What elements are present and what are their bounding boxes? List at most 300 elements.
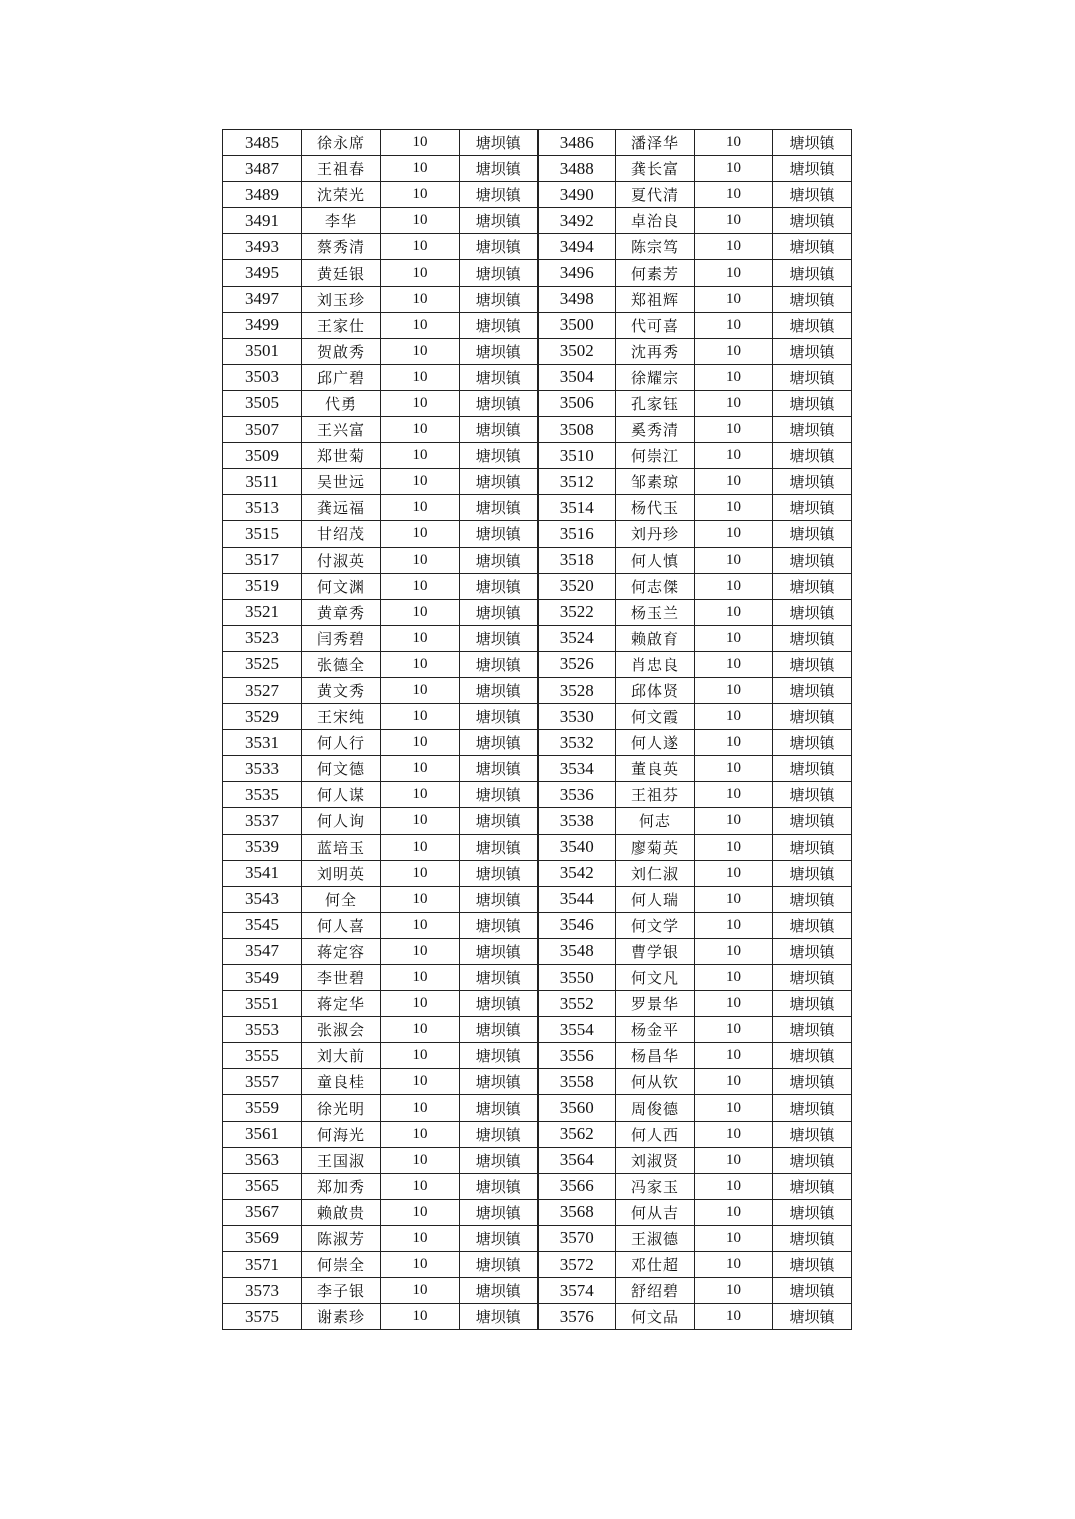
right-amount-cell: 10 (695, 1147, 773, 1173)
right-amount-cell: 10 (695, 782, 773, 808)
right-amount-cell: 10 (695, 912, 773, 938)
right-record-id-cell: 3542 (538, 860, 616, 886)
right-town-name-cell: 塘坝镇 (773, 938, 852, 964)
right-person-name-cell: 何人慎 (616, 547, 695, 573)
left-record-id-cell: 3489 (223, 182, 302, 208)
table-row (223, 1095, 852, 1121)
right-amount-cell: 10 (695, 599, 773, 625)
right-record-id-cell: 3556 (538, 1043, 616, 1069)
right-record-id-cell: 3516 (538, 521, 616, 547)
right-amount-cell: 10 (695, 756, 773, 782)
right-record-id-cell: 3530 (538, 704, 616, 730)
left-person-name-cell: 王祖春 (302, 156, 381, 182)
right-person-name-cell: 杨玉兰 (616, 599, 695, 625)
right-amount-cell: 10 (695, 860, 773, 886)
left-person-name-cell: 沈荣光 (302, 182, 381, 208)
left-person-name-cell: 何文渊 (302, 573, 381, 599)
right-record-id-cell: 3568 (538, 1199, 616, 1225)
left-record-id-cell: 3499 (223, 312, 302, 338)
right-record-id-cell: 3494 (538, 234, 616, 260)
left-record-id-cell: 3515 (223, 521, 302, 547)
right-amount-cell: 10 (695, 286, 773, 312)
right-amount-cell: 10 (695, 1304, 773, 1330)
right-town-name-cell: 塘坝镇 (773, 625, 852, 651)
roster-body (223, 130, 852, 1330)
left-amount-cell: 10 (381, 312, 460, 338)
right-person-name-cell: 赖啟育 (616, 625, 695, 651)
right-town-name-cell: 塘坝镇 (773, 677, 852, 703)
right-town-name-cell: 塘坝镇 (773, 312, 852, 338)
right-town-name-cell: 塘坝镇 (773, 286, 852, 312)
left-person-name-cell: 付淑英 (302, 547, 381, 573)
left-town-name-cell: 塘坝镇 (460, 625, 538, 651)
left-town-name-cell: 塘坝镇 (460, 1278, 538, 1304)
left-person-name-cell: 徐光明 (302, 1095, 381, 1121)
right-record-id-cell: 3510 (538, 443, 616, 469)
right-record-id-cell: 3496 (538, 260, 616, 286)
left-town-name-cell: 塘坝镇 (460, 156, 538, 182)
left-town-name-cell: 塘坝镇 (460, 364, 538, 390)
right-person-name-cell: 肖忠良 (616, 651, 695, 677)
left-town-name-cell: 塘坝镇 (460, 599, 538, 625)
left-town-name-cell: 塘坝镇 (460, 1252, 538, 1278)
right-town-name-cell: 塘坝镇 (773, 756, 852, 782)
left-amount-cell: 10 (381, 469, 460, 495)
left-town-name-cell: 塘坝镇 (460, 782, 538, 808)
right-amount-cell: 10 (695, 208, 773, 234)
left-person-name-cell: 刘玉珍 (302, 286, 381, 312)
left-record-id-cell: 3545 (223, 912, 302, 938)
right-record-id-cell: 3536 (538, 782, 616, 808)
table-row (223, 1252, 852, 1278)
right-person-name-cell: 何文学 (616, 912, 695, 938)
left-amount-cell: 10 (381, 521, 460, 547)
left-record-id-cell: 3549 (223, 965, 302, 991)
left-town-name-cell: 塘坝镇 (460, 312, 538, 338)
right-amount-cell: 10 (695, 234, 773, 260)
table-row (223, 260, 852, 286)
left-amount-cell: 10 (381, 338, 460, 364)
left-town-name-cell: 塘坝镇 (460, 1069, 538, 1095)
right-amount-cell: 10 (695, 443, 773, 469)
right-person-name-cell: 奚秀清 (616, 417, 695, 443)
right-amount-cell: 10 (695, 1225, 773, 1251)
left-record-id-cell: 3503 (223, 364, 302, 390)
right-person-name-cell: 何志傑 (616, 573, 695, 599)
left-record-id-cell: 3567 (223, 1199, 302, 1225)
left-town-name-cell: 塘坝镇 (460, 208, 538, 234)
right-town-name-cell: 塘坝镇 (773, 208, 852, 234)
left-person-name-cell: 王国淑 (302, 1147, 381, 1173)
right-record-id-cell: 3558 (538, 1069, 616, 1095)
left-town-name-cell: 塘坝镇 (460, 730, 538, 756)
right-person-name-cell: 沈再秀 (616, 338, 695, 364)
right-town-name-cell: 塘坝镇 (773, 390, 852, 416)
table-row (223, 182, 852, 208)
right-person-name-cell: 何文霞 (616, 704, 695, 730)
left-town-name-cell: 塘坝镇 (460, 834, 538, 860)
left-record-id-cell: 3501 (223, 338, 302, 364)
right-record-id-cell: 3522 (538, 599, 616, 625)
left-person-name-cell: 刘大前 (302, 1043, 381, 1069)
right-person-name-cell: 刘淑贤 (616, 1147, 695, 1173)
right-record-id-cell: 3492 (538, 208, 616, 234)
table-row (223, 1304, 852, 1330)
right-amount-cell: 10 (695, 573, 773, 599)
left-person-name-cell: 张德全 (302, 651, 381, 677)
right-record-id-cell: 3512 (538, 469, 616, 495)
table-row (223, 808, 852, 834)
left-amount-cell: 10 (381, 1017, 460, 1043)
right-person-name-cell: 廖菊英 (616, 834, 695, 860)
left-person-name-cell: 王兴富 (302, 417, 381, 443)
left-town-name-cell: 塘坝镇 (460, 547, 538, 573)
right-town-name-cell: 塘坝镇 (773, 1252, 852, 1278)
right-amount-cell: 10 (695, 965, 773, 991)
right-town-name-cell: 塘坝镇 (773, 1043, 852, 1069)
left-amount-cell: 10 (381, 912, 460, 938)
table-row (223, 443, 852, 469)
left-record-id-cell: 3487 (223, 156, 302, 182)
table-row (223, 730, 852, 756)
right-town-name-cell: 塘坝镇 (773, 808, 852, 834)
left-amount-cell: 10 (381, 625, 460, 651)
left-record-id-cell: 3529 (223, 704, 302, 730)
right-town-name-cell: 塘坝镇 (773, 1147, 852, 1173)
left-person-name-cell: 何海光 (302, 1121, 381, 1147)
right-person-name-cell: 罗景华 (616, 991, 695, 1017)
right-person-name-cell: 何人西 (616, 1121, 695, 1147)
right-record-id-cell: 3502 (538, 338, 616, 364)
left-town-name-cell: 塘坝镇 (460, 234, 538, 260)
right-amount-cell: 10 (695, 417, 773, 443)
left-person-name-cell: 刘明英 (302, 860, 381, 886)
right-person-name-cell: 王淑德 (616, 1225, 695, 1251)
right-record-id-cell: 3500 (538, 312, 616, 338)
right-person-name-cell: 舒绍碧 (616, 1278, 695, 1304)
left-town-name-cell: 塘坝镇 (460, 417, 538, 443)
left-record-id-cell: 3553 (223, 1017, 302, 1043)
right-town-name-cell: 塘坝镇 (773, 417, 852, 443)
right-town-name-cell: 塘坝镇 (773, 156, 852, 182)
left-record-id-cell: 3543 (223, 886, 302, 912)
left-amount-cell: 10 (381, 390, 460, 416)
right-town-name-cell: 塘坝镇 (773, 1121, 852, 1147)
table-row (223, 782, 852, 808)
left-amount-cell: 10 (381, 1173, 460, 1199)
right-record-id-cell: 3566 (538, 1173, 616, 1199)
left-town-name-cell: 塘坝镇 (460, 651, 538, 677)
right-person-name-cell: 龚长富 (616, 156, 695, 182)
left-amount-cell: 10 (381, 1304, 460, 1330)
left-amount-cell: 10 (381, 599, 460, 625)
left-town-name-cell: 塘坝镇 (460, 521, 538, 547)
right-record-id-cell: 3560 (538, 1095, 616, 1121)
left-amount-cell: 10 (381, 886, 460, 912)
right-record-id-cell: 3540 (538, 834, 616, 860)
left-amount-cell: 10 (381, 573, 460, 599)
left-record-id-cell: 3571 (223, 1252, 302, 1278)
right-town-name-cell: 塘坝镇 (773, 130, 852, 156)
left-amount-cell: 10 (381, 495, 460, 521)
table-row (223, 130, 852, 156)
left-town-name-cell: 塘坝镇 (460, 756, 538, 782)
right-person-name-cell: 何人瑞 (616, 886, 695, 912)
left-person-name-cell: 吴世远 (302, 469, 381, 495)
right-amount-cell: 10 (695, 808, 773, 834)
left-amount-cell: 10 (381, 677, 460, 703)
table-row (223, 886, 852, 912)
left-town-name-cell: 塘坝镇 (460, 390, 538, 416)
left-person-name-cell: 王家仕 (302, 312, 381, 338)
right-record-id-cell: 3548 (538, 938, 616, 964)
left-town-name-cell: 塘坝镇 (460, 1043, 538, 1069)
left-person-name-cell: 郑世菊 (302, 443, 381, 469)
table-row (223, 704, 852, 730)
left-amount-cell: 10 (381, 756, 460, 782)
right-record-id-cell: 3550 (538, 965, 616, 991)
table-row (223, 573, 852, 599)
left-amount-cell: 10 (381, 1095, 460, 1121)
right-record-id-cell: 3490 (538, 182, 616, 208)
left-record-id-cell: 3521 (223, 599, 302, 625)
left-amount-cell: 10 (381, 1199, 460, 1225)
right-person-name-cell: 孔家钰 (616, 390, 695, 416)
left-record-id-cell: 3565 (223, 1173, 302, 1199)
table-row (223, 390, 852, 416)
left-record-id-cell: 3569 (223, 1225, 302, 1251)
left-person-name-cell: 甘绍茂 (302, 521, 381, 547)
left-town-name-cell: 塘坝镇 (460, 443, 538, 469)
left-record-id-cell: 3573 (223, 1278, 302, 1304)
left-amount-cell: 10 (381, 443, 460, 469)
right-record-id-cell: 3546 (538, 912, 616, 938)
right-person-name-cell: 何从吉 (616, 1199, 695, 1225)
table-row (223, 156, 852, 182)
right-town-name-cell: 塘坝镇 (773, 495, 852, 521)
left-person-name-cell: 蒋定华 (302, 991, 381, 1017)
left-record-id-cell: 3519 (223, 573, 302, 599)
left-person-name-cell: 蓝培玉 (302, 834, 381, 860)
table-row (223, 495, 852, 521)
table-row (223, 860, 852, 886)
right-record-id-cell: 3518 (538, 547, 616, 573)
left-amount-cell: 10 (381, 182, 460, 208)
left-person-name-cell: 何人询 (302, 808, 381, 834)
left-person-name-cell: 闫秀碧 (302, 625, 381, 651)
left-person-name-cell: 王宋纯 (302, 704, 381, 730)
right-person-name-cell: 刘仁淑 (616, 860, 695, 886)
left-amount-cell: 10 (381, 1278, 460, 1304)
left-person-name-cell: 何人谋 (302, 782, 381, 808)
right-town-name-cell: 塘坝镇 (773, 182, 852, 208)
right-person-name-cell: 刘丹珍 (616, 521, 695, 547)
left-person-name-cell: 龚远福 (302, 495, 381, 521)
left-amount-cell: 10 (381, 234, 460, 260)
right-person-name-cell: 邓仕超 (616, 1252, 695, 1278)
right-person-name-cell: 董良英 (616, 756, 695, 782)
right-amount-cell: 10 (695, 1043, 773, 1069)
table-row (223, 1043, 852, 1069)
left-amount-cell: 10 (381, 730, 460, 756)
table-row (223, 991, 852, 1017)
left-amount-cell: 10 (381, 208, 460, 234)
right-record-id-cell: 3524 (538, 625, 616, 651)
left-record-id-cell: 3541 (223, 860, 302, 886)
right-town-name-cell: 塘坝镇 (773, 364, 852, 390)
roster-table (222, 129, 852, 1330)
right-record-id-cell: 3572 (538, 1252, 616, 1278)
left-person-name-cell: 何文德 (302, 756, 381, 782)
right-person-name-cell: 何人遂 (616, 730, 695, 756)
left-town-name-cell: 塘坝镇 (460, 938, 538, 964)
left-amount-cell: 10 (381, 1043, 460, 1069)
right-person-name-cell: 杨昌华 (616, 1043, 695, 1069)
right-amount-cell: 10 (695, 1095, 773, 1121)
table-row (223, 338, 852, 364)
right-amount-cell: 10 (695, 364, 773, 390)
left-town-name-cell: 塘坝镇 (460, 260, 538, 286)
left-amount-cell: 10 (381, 704, 460, 730)
table-row (223, 1225, 852, 1251)
right-amount-cell: 10 (695, 182, 773, 208)
table-row (223, 364, 852, 390)
left-town-name-cell: 塘坝镇 (460, 860, 538, 886)
table-row (223, 1278, 852, 1304)
left-amount-cell: 10 (381, 1121, 460, 1147)
right-record-id-cell: 3514 (538, 495, 616, 521)
right-amount-cell: 10 (695, 130, 773, 156)
right-person-name-cell: 曹学银 (616, 938, 695, 964)
left-amount-cell: 10 (381, 1069, 460, 1095)
left-person-name-cell: 李华 (302, 208, 381, 234)
left-record-id-cell: 3555 (223, 1043, 302, 1069)
table-row (223, 651, 852, 677)
left-person-name-cell: 何全 (302, 886, 381, 912)
right-record-id-cell: 3564 (538, 1147, 616, 1173)
right-amount-cell: 10 (695, 1199, 773, 1225)
right-person-name-cell: 潘泽华 (616, 130, 695, 156)
left-record-id-cell: 3513 (223, 495, 302, 521)
right-amount-cell: 10 (695, 938, 773, 964)
right-town-name-cell: 塘坝镇 (773, 599, 852, 625)
right-record-id-cell: 3508 (538, 417, 616, 443)
right-record-id-cell: 3534 (538, 756, 616, 782)
right-amount-cell: 10 (695, 469, 773, 495)
left-record-id-cell: 3517 (223, 547, 302, 573)
right-person-name-cell: 王祖芬 (616, 782, 695, 808)
left-person-name-cell: 何人行 (302, 730, 381, 756)
right-town-name-cell: 塘坝镇 (773, 886, 852, 912)
left-person-name-cell: 代勇 (302, 390, 381, 416)
right-person-name-cell: 何崇江 (616, 443, 695, 469)
table-row (223, 469, 852, 495)
right-town-name-cell: 塘坝镇 (773, 1278, 852, 1304)
left-town-name-cell: 塘坝镇 (460, 182, 538, 208)
left-record-id-cell: 3493 (223, 234, 302, 260)
left-town-name-cell: 塘坝镇 (460, 1199, 538, 1225)
right-town-name-cell: 塘坝镇 (773, 1304, 852, 1330)
left-amount-cell: 10 (381, 834, 460, 860)
left-town-name-cell: 塘坝镇 (460, 1017, 538, 1043)
left-town-name-cell: 塘坝镇 (460, 130, 538, 156)
left-record-id-cell: 3535 (223, 782, 302, 808)
left-amount-cell: 10 (381, 1225, 460, 1251)
right-amount-cell: 10 (695, 704, 773, 730)
right-amount-cell: 10 (695, 1017, 773, 1043)
left-town-name-cell: 塘坝镇 (460, 1173, 538, 1199)
right-record-id-cell: 3554 (538, 1017, 616, 1043)
left-town-name-cell: 塘坝镇 (460, 886, 538, 912)
right-person-name-cell: 何从钦 (616, 1069, 695, 1095)
right-record-id-cell: 3504 (538, 364, 616, 390)
right-town-name-cell: 塘坝镇 (773, 443, 852, 469)
right-town-name-cell: 塘坝镇 (773, 234, 852, 260)
left-town-name-cell: 塘坝镇 (460, 991, 538, 1017)
right-amount-cell: 10 (695, 991, 773, 1017)
left-person-name-cell: 邱广碧 (302, 364, 381, 390)
right-record-id-cell: 3538 (538, 808, 616, 834)
table-row (223, 834, 852, 860)
left-record-id-cell: 3491 (223, 208, 302, 234)
right-town-name-cell: 塘坝镇 (773, 912, 852, 938)
right-amount-cell: 10 (695, 886, 773, 912)
right-person-name-cell: 陈宗笃 (616, 234, 695, 260)
right-record-id-cell: 3576 (538, 1304, 616, 1330)
table-row (223, 286, 852, 312)
left-record-id-cell: 3537 (223, 808, 302, 834)
right-town-name-cell: 塘坝镇 (773, 521, 852, 547)
right-town-name-cell: 塘坝镇 (773, 651, 852, 677)
left-person-name-cell: 蒋定容 (302, 938, 381, 964)
left-record-id-cell: 3497 (223, 286, 302, 312)
right-town-name-cell: 塘坝镇 (773, 860, 852, 886)
left-town-name-cell: 塘坝镇 (460, 286, 538, 312)
table-row (223, 756, 852, 782)
table-row (223, 547, 852, 573)
left-amount-cell: 10 (381, 130, 460, 156)
left-town-name-cell: 塘坝镇 (460, 1121, 538, 1147)
right-record-id-cell: 3544 (538, 886, 616, 912)
left-record-id-cell: 3495 (223, 260, 302, 286)
left-person-name-cell: 黄文秀 (302, 677, 381, 703)
left-record-id-cell: 3507 (223, 417, 302, 443)
table-row (223, 208, 852, 234)
left-record-id-cell: 3525 (223, 651, 302, 677)
left-person-name-cell: 童良桂 (302, 1069, 381, 1095)
left-record-id-cell: 3559 (223, 1095, 302, 1121)
left-person-name-cell: 徐永席 (302, 130, 381, 156)
left-town-name-cell: 塘坝镇 (460, 469, 538, 495)
left-person-name-cell: 郑加秀 (302, 1173, 381, 1199)
right-person-name-cell: 何志 (616, 808, 695, 834)
left-person-name-cell: 蔡秀清 (302, 234, 381, 260)
right-person-name-cell: 何文凡 (616, 965, 695, 991)
left-person-name-cell: 谢素珍 (302, 1304, 381, 1330)
left-amount-cell: 10 (381, 991, 460, 1017)
right-amount-cell: 10 (695, 1278, 773, 1304)
left-person-name-cell: 何人喜 (302, 912, 381, 938)
left-amount-cell: 10 (381, 860, 460, 886)
left-person-name-cell: 赖啟贵 (302, 1199, 381, 1225)
right-record-id-cell: 3570 (538, 1225, 616, 1251)
right-record-id-cell: 3488 (538, 156, 616, 182)
right-town-name-cell: 塘坝镇 (773, 469, 852, 495)
left-town-name-cell: 塘坝镇 (460, 573, 538, 599)
table-row (223, 1147, 852, 1173)
left-person-name-cell: 贺啟秀 (302, 338, 381, 364)
right-amount-cell: 10 (695, 730, 773, 756)
